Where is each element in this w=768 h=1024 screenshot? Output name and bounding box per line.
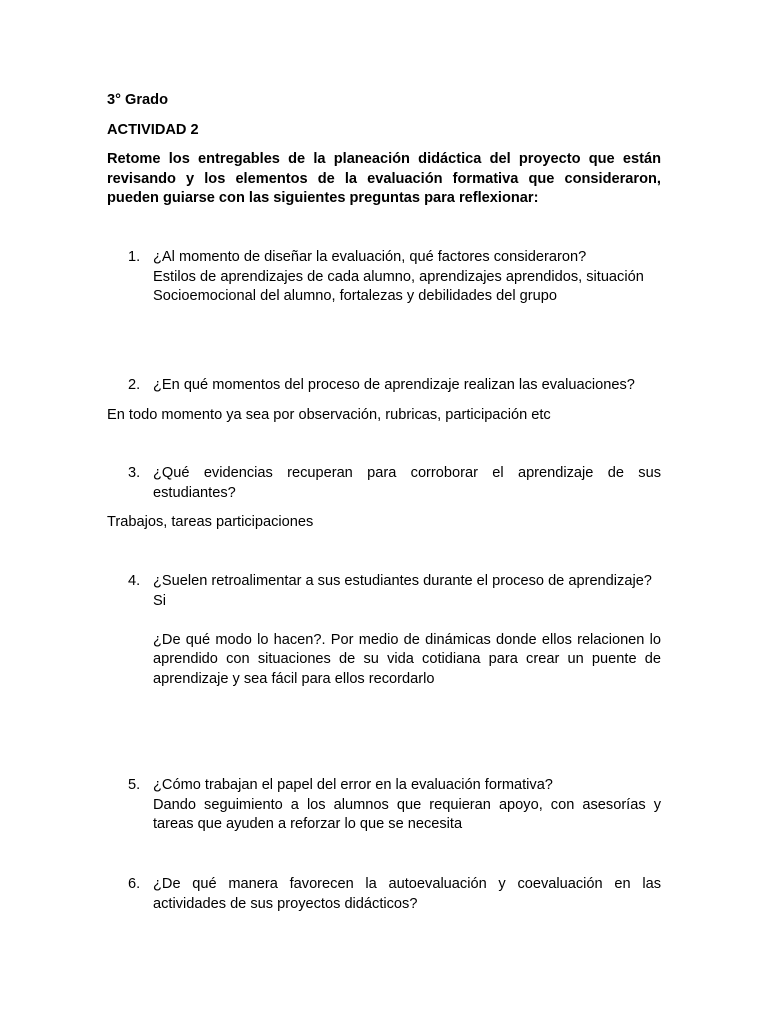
item-number: 6. [128,876,141,892]
question-text: ¿Suelen retroalimentar a sus estudiantes durante el proceso de aprendizaje? [153,573,652,589]
answer-text: Trabajos, tareas participaciones [107,514,314,530]
answer-text: En todo momento ya sea por observación, rubricas, participación etc [107,407,551,423]
activity-heading: ACTIVIDAD 2 [107,122,199,138]
question-text: ¿En qué momentos del proceso de aprendizaje realizan las evaluaciones? [153,377,635,393]
answer-text: Dando seguimiento a los alumnos que requieran apoyo, con asesorías y tareas que ayuden a reforzar lo que se necesita [153,796,661,832]
item-number: 1. [128,249,141,265]
instructions-paragraph: Retome los entregables de la planeación didáctica del proyecto que están revisando y los elementos de la evaluación formativa que consideraron, pueden guiarse con las siguientes preguntas para reflexionar: [107,151,661,206]
item-number: 5. [128,777,141,793]
item-number: 3. [128,465,141,481]
question-text: ¿Qué evidencias recuperan para corroborar el aprendizaje de sus estudiantes? [153,465,661,501]
question-text: ¿Al momento de diseñar la evaluación, qué factores consideraron? [153,249,587,265]
question-text: ¿Cómo trabajan el papel del error en la evaluación formativa? [153,777,553,793]
answer-text: Si [153,592,166,609]
question-text: ¿De qué manera favorecen la autoevaluación y coevaluación en las actividades de sus proyectos didácticos? [153,876,661,912]
answer-text-line1: Estilos de aprendizajes de cada alumno, aprendizajes aprendidos, situación [153,268,644,285]
answer-text-line2: Socioemocional del alumno, fortalezas y debilidades del grupo [153,288,558,304]
blank-line [153,611,661,631]
grade-heading: 3° Grado [107,92,168,108]
item-number: 2. [128,377,141,393]
item-number: 4. [128,573,141,589]
document-page [107,0,661,1024]
followup-text: ¿De qué modo lo hacen?. Por medio de dinámicas donde ellos relacionen lo aprendido con situaciones de su vida cotidiana para crear un puente de aprendizaje y sea fácil para ellos recordarlo [153,631,661,687]
